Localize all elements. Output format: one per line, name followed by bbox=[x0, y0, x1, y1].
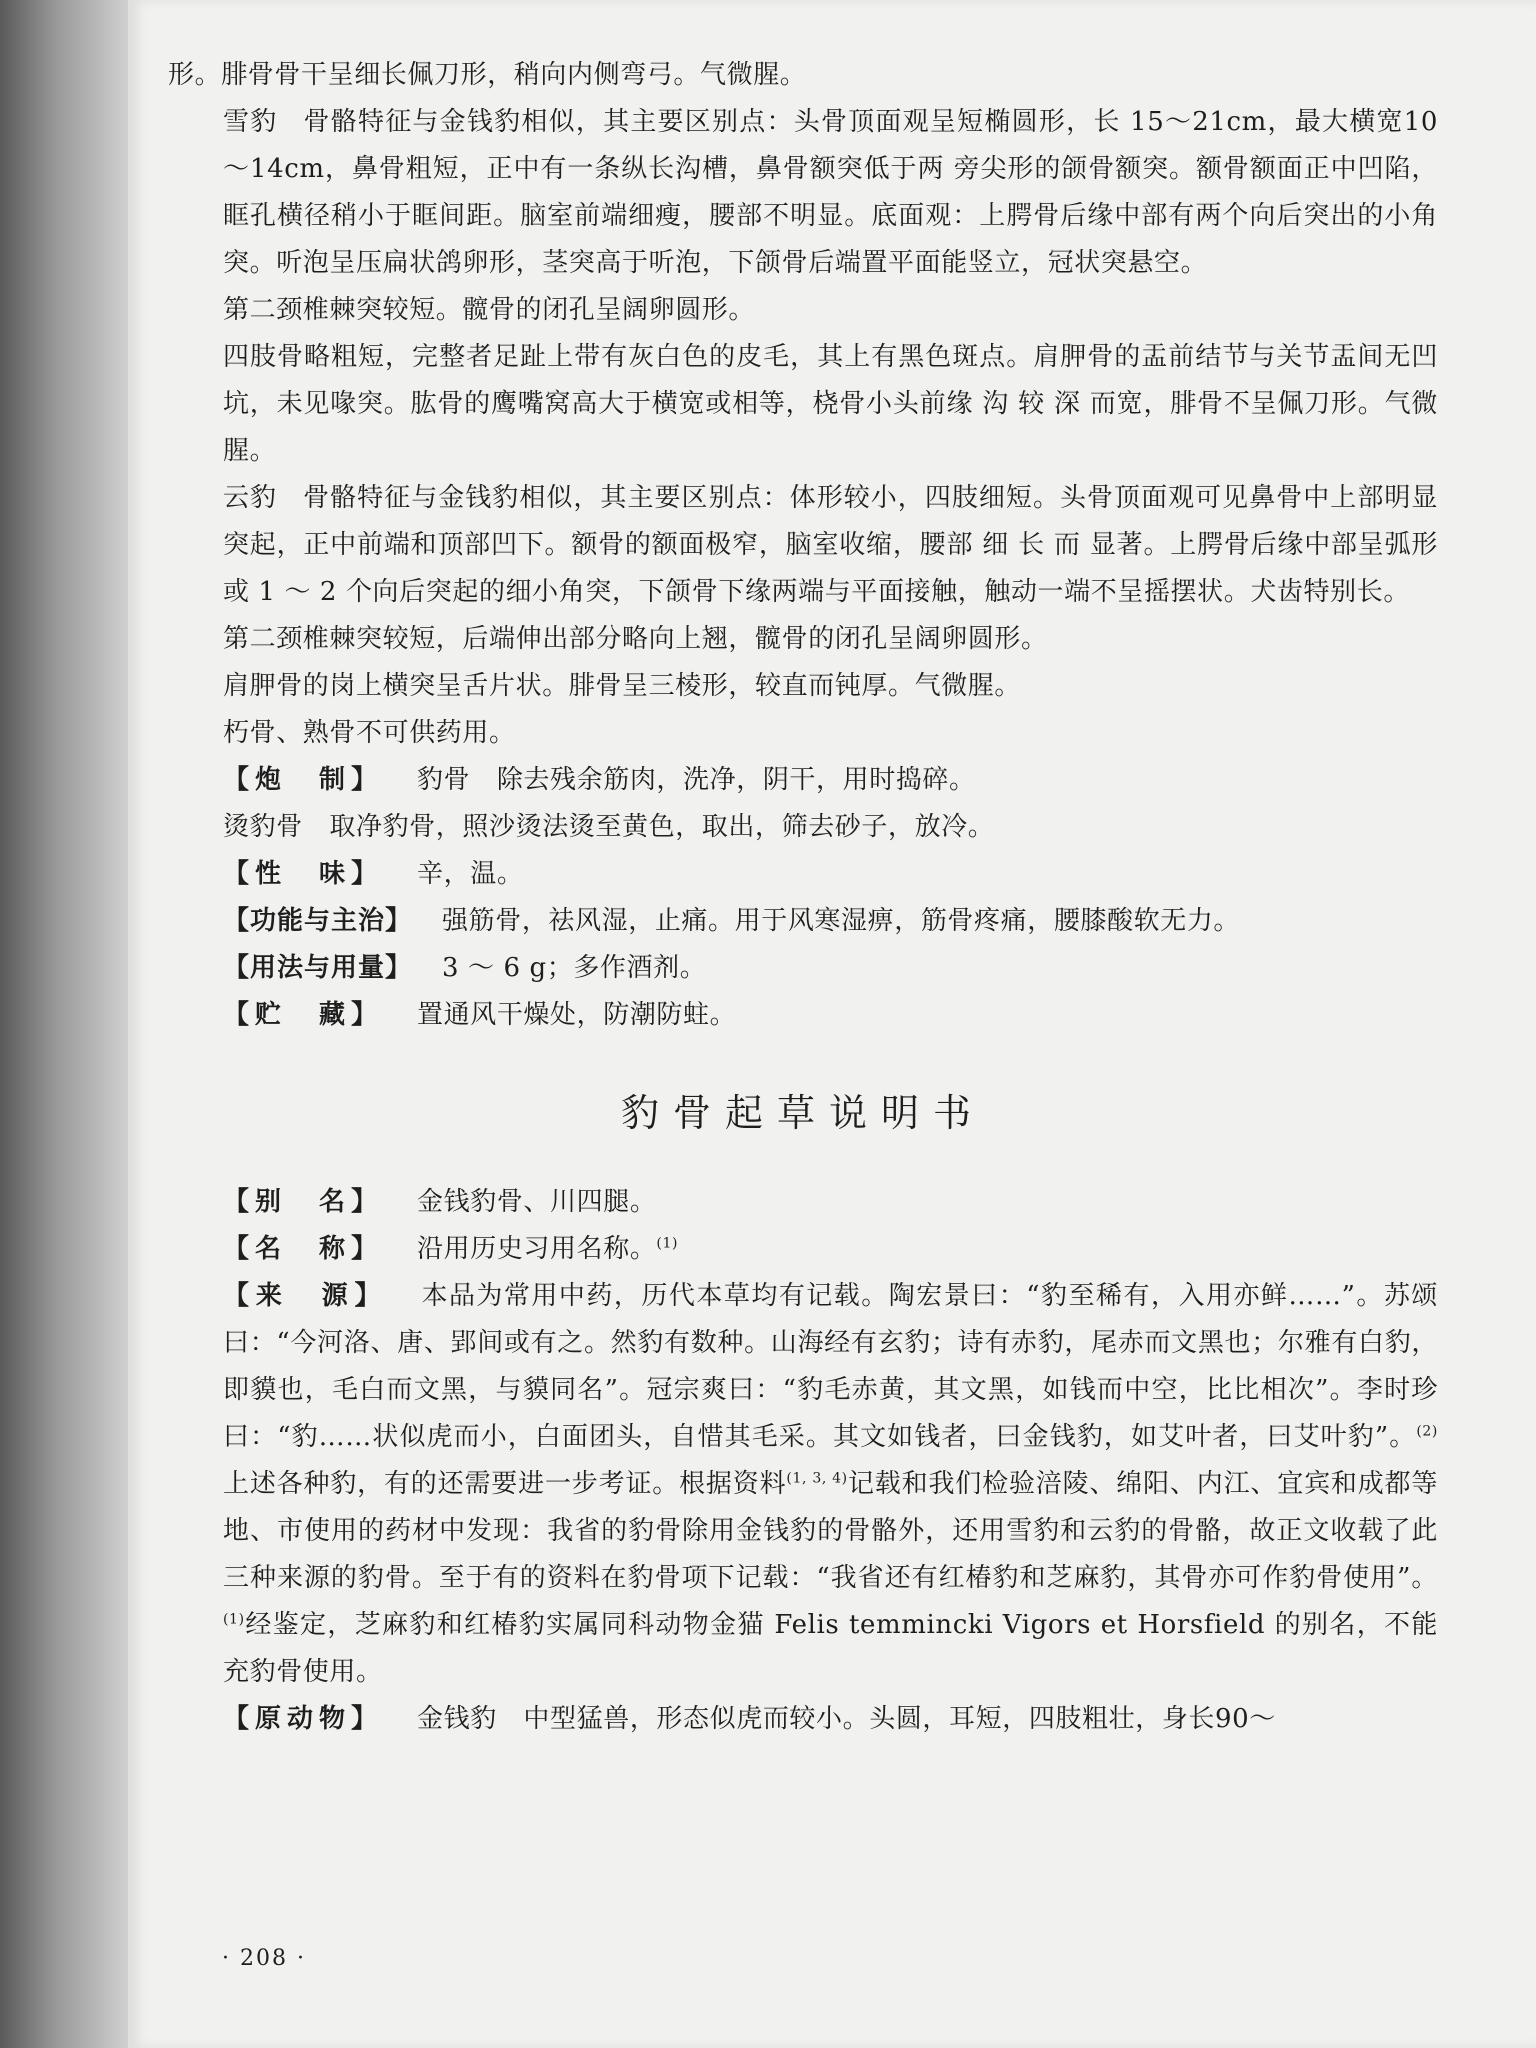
processing-text: 豹骨 除去残余筋肉，洗净，阴干，用时捣碎。 bbox=[417, 765, 976, 795]
paragraph-snow-leopard bbox=[168, 99, 1438, 287]
source-ref-2: (2) bbox=[1416, 1423, 1438, 1440]
source-ref-1: (1) bbox=[223, 1611, 245, 1628]
usage-text: 3 ～ 6 g；多作酒剂。 bbox=[442, 953, 707, 983]
source-text-1: 本品为常用中药，历代本草均有记载。陶宏景曰：“豹至稀有，入用亦鲜……”。苏颂曰：“今河洛、唐、郢间或有之。然豹有数种。山海经有玄豹；诗有赤豹，尾赤而文黑也；尔雅有白豹，即貘也，毛白而文黑，与貘同名”。冠宗爽曰：“豹毛赤黄，其文黑，如钱而中空，比比相次”。李时珍曰：“豹……状似虎而小，白面团头，自惜其毛采。其文如钱者，曰金钱豹，如艾叶者，曰艾叶豹”。 bbox=[223, 1281, 1438, 1452]
entry-usage bbox=[168, 945, 1438, 992]
book-binding-shadow bbox=[0, 0, 128, 2048]
name-text: 沿用历史习用名称。 bbox=[417, 1234, 657, 1264]
alias-label: 【别 名】 bbox=[223, 1187, 384, 1217]
entry-function bbox=[168, 898, 1438, 945]
paragraph-tang-bone: 烫豹骨 取净豹骨，照沙烫法烫至黄色，取出，筛去砂子，放冷。 bbox=[223, 812, 995, 842]
origin-animal-label: 【原动物】 bbox=[223, 1704, 384, 1734]
source-text-4: 经鉴定，芝麻豹和红椿豹实属同科动物金猫 Felis temmincki Vigors et Horsfield 的别名，不能充豹骨使用。 bbox=[223, 1610, 1438, 1687]
processing-label: 【炮 制】 bbox=[223, 765, 384, 795]
name-label: 【名 称】 bbox=[223, 1234, 384, 1264]
paragraph-clouded-leopard bbox=[168, 475, 1438, 616]
entry-source bbox=[168, 1273, 1438, 1696]
snow-leopard-heading: 雪豹 bbox=[223, 107, 278, 137]
paragraph-scapula: 肩胛骨的岗上横突呈舌片状。腓骨呈三棱形，较直而钝厚。气微腥。 bbox=[223, 671, 1022, 701]
paragraph-rotten-bone: 朽骨、熟骨不可供药用。 bbox=[223, 718, 516, 748]
paragraph-limbs: 四肢骨略粗短，完整者足趾上带有灰白色的皮毛，其上有黑色斑点。肩胛骨的盂前结节与关节盂间无凹坑，未见喙突。肱骨的鹰嘴窝高大于横宽或相等，桡骨小头前缘 沟 较 深 而宽，腓骨不呈佩刀形。气微腥。 bbox=[223, 342, 1438, 466]
page-number: · 208 · bbox=[222, 1946, 306, 1971]
paragraph-cervical-2: 第二颈椎棘突较短，后端伸出部分略向上翘，髋骨的闭孔呈阔卵圆形。 bbox=[223, 624, 1048, 654]
clouded-leopard-heading: 云豹 bbox=[223, 483, 278, 513]
function-label: 【功能与主治】 bbox=[223, 906, 413, 936]
storage-text: 置通风干燥处，防潮防蛀。 bbox=[417, 1000, 737, 1030]
source-text-2: 上述各种豹，有的还需要进一步考证。根据资料 bbox=[223, 1469, 787, 1499]
section-title: 豹骨起草说明书 bbox=[620, 1091, 985, 1135]
alias-text: 金钱豹骨、川四腿。 bbox=[417, 1187, 657, 1217]
snow-leopard-text: 骨骼特征与金钱豹相似，其主要区别点：头骨顶面观呈短椭圆形，长 15～21cm，最大横宽10～14cm，鼻骨粗短，正中有一条纵长沟槽，鼻骨额突低于两 旁尖形的颌骨额突。额骨额面正中凹陷，眶孔横径稍小于眶间距。脑室前端细瘦，腰部不明显。底面观：上腭骨后缘中部有两个向后突出的小角突。听泡呈压扁状鸽卵形，茎突高于听泡，下颌骨后端置平面能竖立，冠状突悬空。 bbox=[223, 107, 1439, 278]
entry-processing bbox=[168, 757, 1438, 804]
storage-label: 【贮 藏】 bbox=[223, 1000, 384, 1030]
entry-alias bbox=[168, 1179, 1438, 1226]
function-text: 强筋骨，祛风湿，止痛。用于风寒湿痹，筋骨疼痛，腰膝酸软无力。 bbox=[442, 906, 1241, 936]
paragraph-continuation: 形。腓骨骨干呈细长佩刀形，稍向内侧弯弓。气微腥。 bbox=[168, 60, 807, 90]
source-text-3: 记载和我们检验涪陵、绵阳、内江、宜宾和成都等地、市使用的药材中发现：我省的豹骨除用金钱豹的骨骼外，还用雪豹和云豹的骨骼，故正文收载了此三种来源的豹骨。至于有的资料在豹骨项下记载：“我省还有红椿豹和芝麻豹，其骨亦可作豹骨使用”。 bbox=[223, 1469, 1438, 1593]
entry-nature bbox=[168, 851, 1438, 898]
name-ref: (1) bbox=[656, 1235, 679, 1252]
clouded-leopard-text: 骨骼特征与金钱豹相似，其主要区别点：体形较小，四肢细短。头骨顶面观可见鼻骨中上部明显突起，正中前端和顶部凹下。额骨的额面极窄，脑室收缩，腰部 细 长 而 显著。上腭骨后缘中部呈弧形或 1 ～ 2 个向后突起的细小角突，下颌骨下缘两端与平面接触，触动一端不呈摇摆状。犬齿特别长。 bbox=[223, 483, 1439, 607]
source-ref-134: (1, 3, 4) bbox=[786, 1470, 848, 1487]
nature-text: 辛，温。 bbox=[417, 859, 524, 889]
paragraph-cervical-1: 第二颈椎棘突较短。髋骨的闭孔呈阔卵圆形。 bbox=[223, 295, 756, 325]
page-content bbox=[168, 52, 1438, 1743]
usage-label: 【用法与用量】 bbox=[223, 953, 413, 983]
entry-storage bbox=[168, 992, 1438, 1039]
source-label: 【来 源】 bbox=[223, 1281, 388, 1311]
entry-name bbox=[168, 1226, 1438, 1273]
nature-label: 【性 味】 bbox=[223, 859, 384, 889]
entry-origin-animal bbox=[168, 1696, 1438, 1743]
origin-animal-text: 金钱豹 中型猛兽，形态似虎而较小。头圆，耳短，四肢粗壮，身长90～ bbox=[417, 1704, 1276, 1734]
